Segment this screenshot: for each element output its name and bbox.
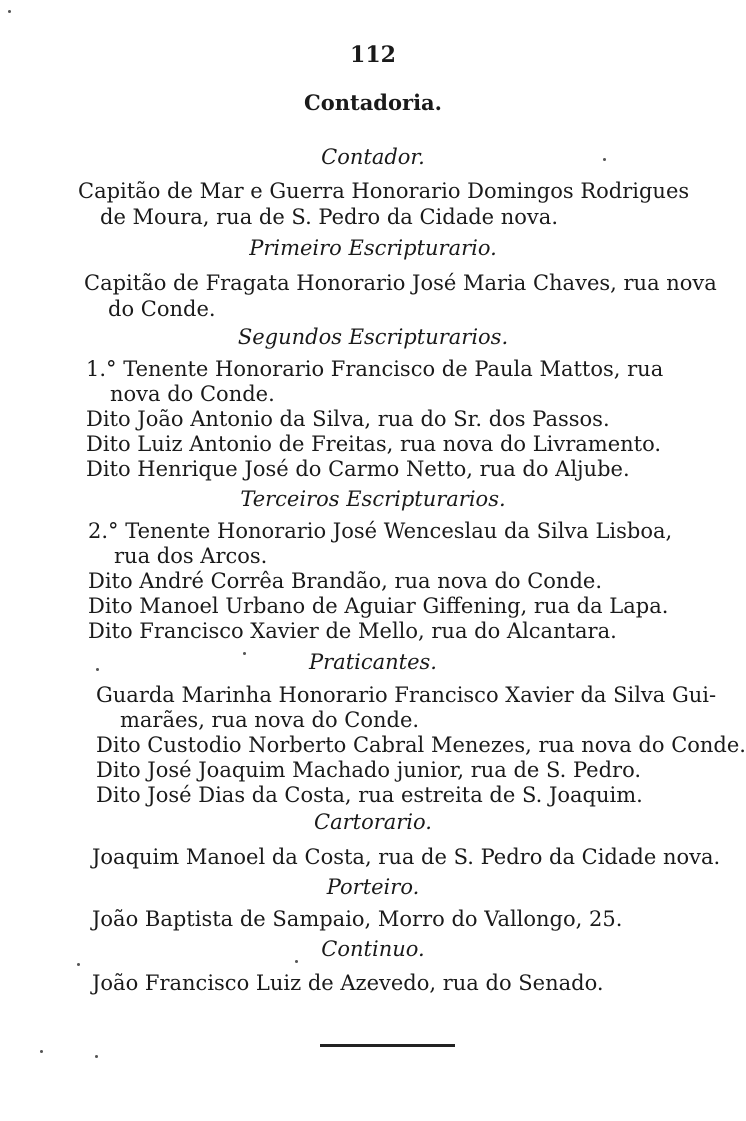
section-heading-primeiro-escripturario: Primeiro Escripturario. (249, 236, 497, 260)
section-heading-porteiro: Porteiro. (326, 875, 420, 899)
entry-line: Dito João Antonio da Silva, rua do Sr. dos Passos. (86, 407, 610, 431)
entry-line: João Francisco Luiz de Azevedo, rua do Senado. (92, 971, 604, 995)
ink-speck (95, 1055, 98, 1058)
entry-line: Dito José Dias da Costa, rua estreita de S. Joaquim. (96, 783, 643, 807)
section-heading-cartorario: Cartorario. (314, 810, 432, 834)
entry-line: rua dos Arcos. (114, 544, 268, 568)
entry-line: Dito Custodio Norberto Cabral Menezes, rua nova do Conde. (96, 733, 746, 757)
entry-line: Joaquim Manoel da Costa, rua de S. Pedro da Cidade nova. (92, 845, 721, 869)
entry-line: Dito Manoel Urbano de Aguiar Giffening, rua da Lapa. (88, 594, 669, 618)
section-heading-praticantes: Praticantes. (309, 650, 437, 674)
ink-speck (40, 1050, 43, 1053)
ink-speck (243, 652, 246, 655)
page-title: Contadoria. (304, 90, 442, 115)
page-number: 112 (350, 42, 396, 68)
entry-line: 1.° Tenente Honorario Francisco de Paula Mattos, rua (86, 357, 664, 381)
entry-line: nova do Conde. (110, 382, 275, 406)
ink-speck (8, 10, 11, 13)
ink-speck (96, 668, 99, 671)
section-heading-segundos-escripturarios: Segundos Escripturarios. (237, 325, 509, 349)
entry-line: Dito André Corrêa Brandão, rua nova do Conde. (88, 569, 602, 593)
ink-speck (77, 963, 80, 966)
entry-line: Guarda Marinha Honorario Francisco Xavier da Silva Gui- (96, 683, 717, 707)
entry-line: Dito José Joaquim Machado junior, rua de S. Pedro. (96, 758, 642, 782)
entry-line: Dito Luiz Antonio de Freitas, rua nova do Livramento. (86, 432, 662, 456)
entry-line: de Moura, rua de S. Pedro da Cidade nova. (100, 205, 558, 229)
entry-line: Capitão de Mar e Guerra Honorario Domingos Rodrigues (78, 179, 690, 203)
entry-line: João Baptista de Sampaio, Morro do Vallongo, 25. (92, 907, 623, 931)
entry-line: marães, rua nova do Conde. (120, 708, 420, 732)
entry-line: Dito Henrique José do Carmo Netto, rua do Aljube. (86, 457, 630, 481)
section-heading-continuo: Continuo. (321, 937, 425, 961)
ink-speck (295, 960, 298, 963)
section-heading-terceiros-escripturarios: Terceiros Escripturarios. (240, 487, 506, 511)
entry-line: 2.° Tenente Honorario José Wenceslau da Silva Lisboa, (88, 519, 673, 543)
ink-speck (603, 158, 606, 161)
entry-line: Capitão de Fragata Honorario José Maria Chaves, rua nova (84, 271, 717, 295)
end-rule (320, 1044, 455, 1047)
entry-line: Dito Francisco Xavier de Mello, rua do Alcantara. (88, 619, 617, 643)
entry-line: do Conde. (108, 297, 216, 321)
section-heading-contador: Contador. (321, 145, 425, 169)
